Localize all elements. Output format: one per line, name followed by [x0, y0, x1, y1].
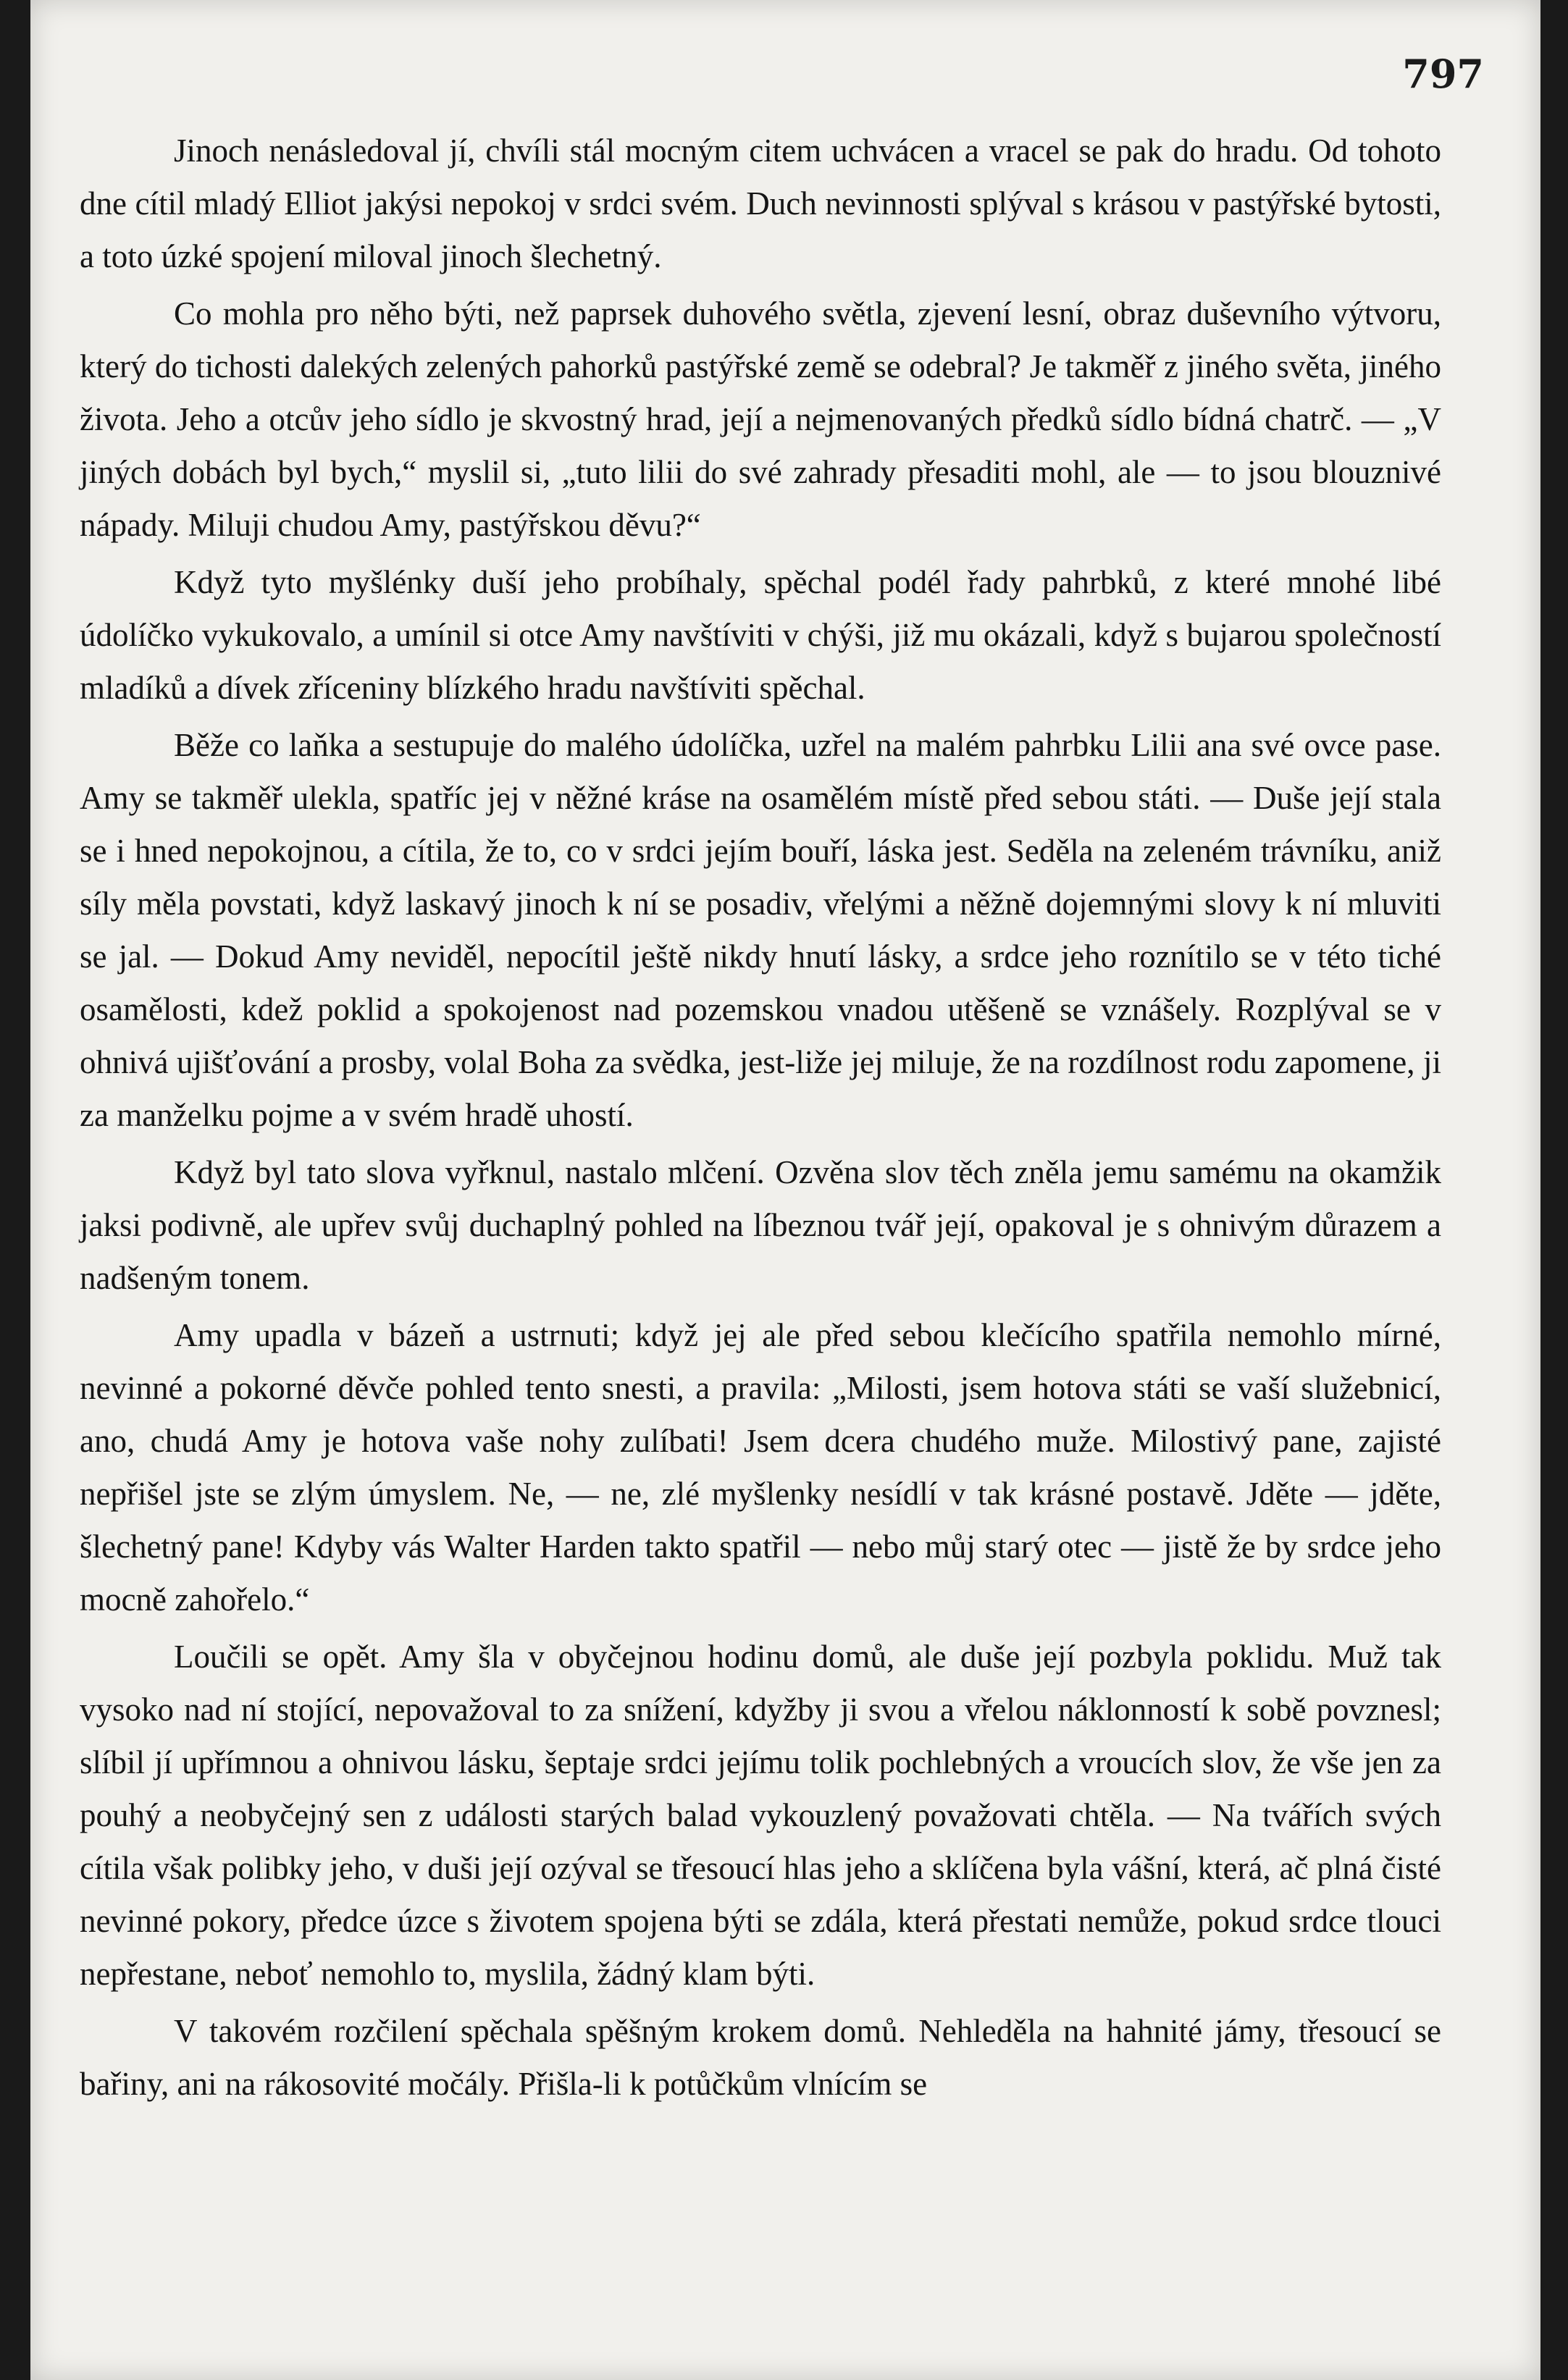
paragraph-8: V takovém rozčilení spěchala spěšným krokem domů. Nehleděla na hahnité jámy, třesoucí se bařiny, ani na rákosovité močály. Přišla-li k potůčkům vlnícím se: [80, 2013, 1441, 2102]
paragraph-1: Jinoch nenásledoval jí, chvíli stál mocným citem uchvácen a vracel se pak do hradu. Od tohoto dne cítil mladý Elliot jakýsi nepokoj v srdci svém. Duch nevinnosti splýval s krásou v pastýřské bytosti, a toto úzké spojení miloval jinoch šlechetný.: [80, 133, 1441, 274]
paragraph-4: Běže co laňka a sestupuje do malého údolíčka, uzřel na malém pahrbku Lilii ana své ovce pase. Amy se takměř ulekla, spatříc jej v něžné kráse na osamělém místě před sebou státi. — Duše její stala se i hned nepokojnou, a cítila, že to, co v srdci jejím bouří, láska jest. Seděla na zeleném trávníku, aniž síly měla povstati, když laskavý jinoch k ní se posadiv, vřelými a něžně dojemnými slovy k ní mluviti se jal. — Dokud Amy neviděl, nepocítil ještě nikdy hnutí lásky, a srdce jeho roznítilo se v této tiché osamělosti, kdež poklid a spokojenost nad pozemskou vnadou utěšeně se vznášely. Rozplýval se v ohnivá ujišťování a prosby, volal Boha za svědka, jest-liže jej miluje, že na rozdílnost rodu zapomene, ji za manželku pojme a v svém hradě uhostí.: [80, 727, 1441, 1133]
paragraph-7: Loučili se opět. Amy šla v obyčejnou hodinu domů, ale duše její pozbyla poklidu. Muž tak vysoko nad ní stojící, nepovažoval to za snížení, kdyžby ji svou a vřelou náklonností k sobě povznesl; slíbil jí upřímnou a ohnivou lásku, šeptaje srdci jejímu tolik pochlebných a vroucích slov, že vše jen za pouhý a neobyčejný sen z události starých balad vykouzlený považovati chtěla. — Na tvářích svých cítila však polibky jeho, v duši její ozýval se třesoucí hlas jeho a sklíčena byla vášní, která, ač plná čisté nevinné pokory, předce úzce s životem spojena býti se zdála, která přestati nemůže, pokud srdce tlouci nepřestane, neboť nemohlo to, myslila, žádný klam býti.: [80, 1639, 1441, 1992]
body-text: [80, 125, 1441, 2115]
paragraph-2: Co mohla pro něho býti, než paprsek duhového světla, zjevení lesní, obraz duševního výtvoru, který do tichosti dalekých zelených pahorků pastýřské země se odebral? Je takměř z jiného světa, jiného života. Jeho a otcův jeho sídlo je skvostný hrad, její a nejmenovaných předků sídlo bídná chatrč. — „V jiných dobách byl bych,“ myslil si, „tuto lilii do své zahrady přesaditi mohl, ale — to jsou blouznivé nápady. Miluji chudou Amy, pastýřskou děvu?“: [80, 295, 1441, 543]
paragraph-3: Když tyto myšlénky duší jeho probíhaly, spěchal podél řady pahrbků, z které mnohé libé údolíčko vykukovalo, a umínil si otce Amy navštíviti v chýši, již mu okázali, když s bujarou společností mladíků a dívek zříceniny blízkého hradu navštíviti spěchal.: [80, 564, 1441, 706]
page-number: 797: [1402, 51, 1484, 97]
book-page: [30, 0, 1540, 2380]
paragraph-6: Amy upadla v bázeň a ustrnuti; když jej ale před sebou klečícího spatřila nemohlo mírné, nevinné a pokorné děvče pohled tento snesti, a pravila: „Milosti, jsem hotova státi se vaší služebnicí, ano, chudá Amy je hotova vaše nohy zulíbati! Jsem dcera chudého muže. Milostivý pane, zajisté nepřišel jste se zlým úmyslem. Ne, — ne, zlé myšlenky nesídlí v tak krásné postavě. Jděte — jděte, šlechetný pane! Kdyby vás Walter Harden takto spatřil — nebo můj starý otec — jistě že by srdce jeho mocně zahořelo.“: [80, 1317, 1441, 1618]
paragraph-5: Když byl tato slova vyřknul, nastalo mlčení. Ozvěna slov těch zněla jemu samému na okamžik jaksi podivně, ale upřev svůj duchaplný pohled na líbeznou tvář její, opakoval je s ohnivým důrazem a nadšeným tonem.: [80, 1154, 1441, 1296]
